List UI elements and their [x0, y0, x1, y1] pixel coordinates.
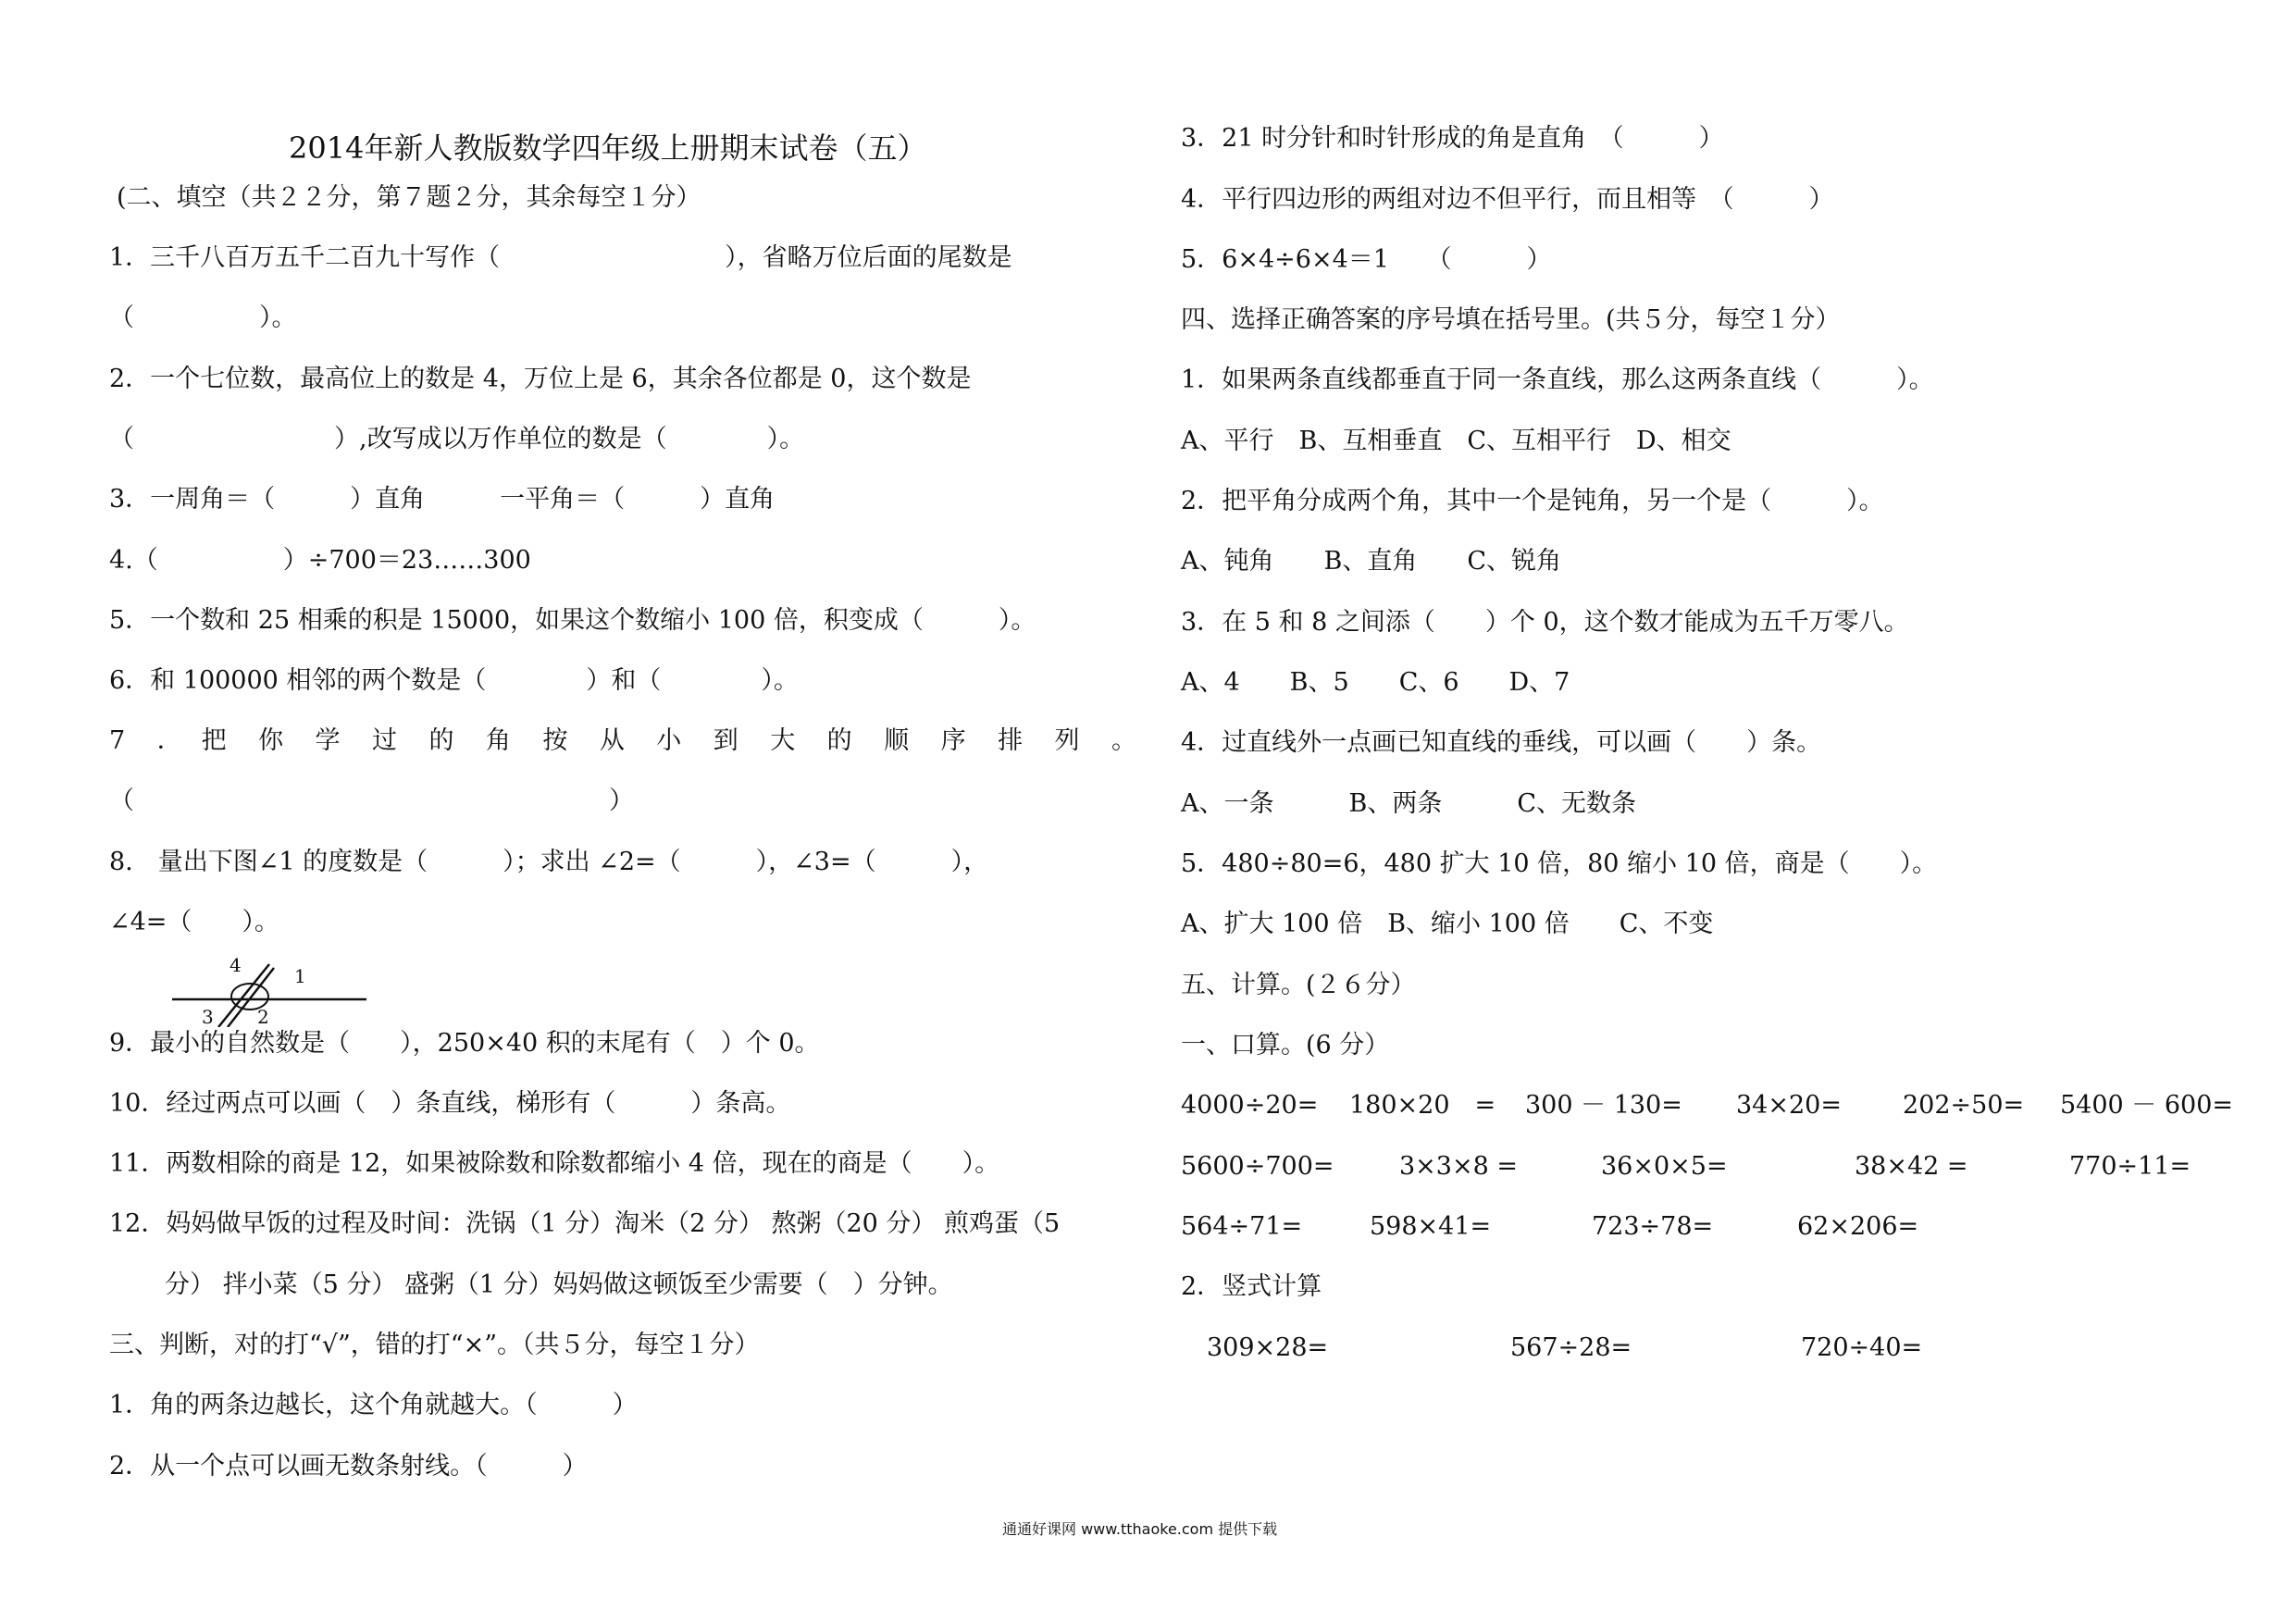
calc-item: 564÷71=: [1181, 1212, 1303, 1241]
angle-label-2: 2: [257, 1006, 269, 1027]
answer-options: A、平行 B、互相垂直 C、互相平行 D、相交: [1181, 427, 1731, 455]
question-line: 12．妈妈做早饭的过程及时间：洗锅（1 分）淘米（2 分） 熬粥（20 分） 煎鸡蛋（5: [109, 1209, 1061, 1238]
question-line: 4．平行四边形的两组对边不但平行，而且相等 （ ）: [1181, 185, 1834, 214]
calc-item: 309×28=: [1207, 1333, 1329, 1362]
calc-item: 300 － 130=: [1525, 1091, 1682, 1120]
exam-title: 2014年新人教版数学四年级上册期末试卷（五）: [289, 130, 927, 166]
calc-item: 598×41=: [1370, 1212, 1492, 1241]
answer-options: A、扩大 100 倍 B、缩小 100 倍 C、不变: [1181, 910, 1714, 938]
calc-item: 3×3×8 =: [1399, 1152, 1518, 1181]
question-line: 7 ． 把 你 学 过 的 角 按 从 小 到 大 的 顺 序 排 列 。: [109, 726, 1136, 755]
section-choice-heading: 四、选择正确答案的序号填在括号里。(共５分，每空１分）: [1181, 305, 1841, 334]
question-line: 分） 拌小菜（5 分） 盛粥（1 分）妈妈做这顿饭至少需要（ ）分钟。: [165, 1270, 953, 1299]
answer-options: A、4 B、5 C、6 D、7: [1181, 668, 1570, 697]
question-line: 1．如果两条直线都垂直于同一条直线，那么这两条直线（ ）。: [1181, 365, 1934, 394]
question-line: 6．和 100000 相邻的两个数是（ ）和（ ）。: [109, 666, 799, 695]
answer-options: A、钝角 B、直角 C、锐角: [1181, 547, 1561, 576]
question-line: 3．一周角＝（ ）直角 一平角＝（ ）直角: [109, 485, 776, 514]
question-line: 9．最小的自然数是（ ），250×40 积的末尾有（ ）个 0。: [109, 1029, 820, 1058]
vertical-calc-heading: 2．竖式计算: [1181, 1272, 1322, 1301]
calc-item: 723÷78=: [1592, 1212, 1714, 1241]
calc-item: 4000÷20=: [1181, 1091, 1319, 1120]
question-line: ∠4=（ ）。: [109, 908, 279, 936]
calc-item: 180×20 =: [1349, 1091, 1496, 1120]
calc-item: 36×0×5=: [1601, 1152, 1728, 1181]
question-line: 2．从一个点可以画无数条射线。（ ）: [109, 1452, 588, 1481]
angle-label-1: 1: [294, 965, 306, 987]
intersecting-lines-figure: [172, 953, 376, 1027]
question-line: 3．在 5 和 8 之间添（ ）个 0，这个数才能成为五千万零八。: [1181, 608, 1909, 637]
question-line: 3．21 时分针和时针形成的角是直角 （ ）: [1181, 124, 1724, 153]
question-line: 11．两数相除的商是 12，如果被除数和除数都缩小 4 倍，现在的商是（ ）。: [109, 1149, 1000, 1178]
angle-label-4: 4: [230, 954, 242, 976]
question-line: 5．480÷80=6，480 扩大 10 倍，80 缩小 10 倍，商是（ ）。: [1181, 849, 1938, 878]
angle-label-3: 3: [202, 1006, 214, 1027]
calc-item: 720÷40=: [1801, 1333, 1923, 1362]
question-line: 4.（ ）÷700＝23……300: [109, 546, 531, 575]
calc-item: 34×20=: [1736, 1091, 1842, 1120]
question-line: 1．三千八百万五千二百九十写作（ ），省略万位后面的尾数是: [109, 243, 1012, 272]
calc-item: 38×42 =: [1855, 1152, 1968, 1181]
calc-item: 62×206=: [1797, 1212, 1919, 1241]
answer-options: A、一条 B、两条 C、无数条: [1181, 789, 1636, 818]
question-line: 5．一个数和 25 相乘的积是 15000，如果这个数缩小 100 倍，积变成（ ）。: [109, 606, 1036, 635]
question-line: 1．角的两条边越长，这个角就越大。（ ）: [109, 1391, 638, 1419]
question-line: 8. 量出下图∠1 的度数是（ ）；求出 ∠2=（ ），∠3=（ ），: [109, 848, 989, 876]
calc-item: 202÷50=: [1903, 1091, 2025, 1120]
section-calc-heading: 五、计算。(２６分）: [1181, 971, 1416, 999]
question-line: （ ）: [109, 787, 634, 815]
question-line: 5．6×4÷6×4＝1 （ ）: [1181, 245, 1552, 274]
calc-item: 567÷28=: [1510, 1333, 1632, 1362]
section-fill-blank-heading: (二、填空（共２２分，第７题２分，其余每空１分）: [117, 183, 701, 212]
calc-item: 5400 － 600=: [2060, 1091, 2234, 1120]
question-line: 2．一个七位数，最高位上的数是 4，万位上是 6，其余各位都是 0，这个数是: [109, 365, 972, 393]
section-judge-heading: 三、判断，对的打“√”，错的打“×”。（共５分，每空１分）: [109, 1331, 760, 1359]
calc-item: 5600÷700=: [1181, 1152, 1334, 1181]
page-footer: 通通好课网 www.tthaoke.com 提供下载: [1002, 1520, 1278, 1538]
question-line: 4．过直线外一点画已知直线的垂线，可以画（ ）条。: [1181, 728, 1822, 757]
calc-item: 770÷11=: [2069, 1152, 2191, 1181]
question-line: （ ）,改写成以万作单位的数是（ ）。: [109, 425, 805, 453]
oral-calc-heading: 一、口算。(6 分）: [1181, 1031, 1390, 1059]
question-line: 2．把平角分成两个角，其中一个是钝角，另一个是（ ）。: [1181, 487, 1884, 515]
question-line: 10．经过两点可以画（ ）条直线，梯形有（ ）条高。: [109, 1089, 791, 1118]
question-line: （ ）。: [109, 304, 297, 332]
